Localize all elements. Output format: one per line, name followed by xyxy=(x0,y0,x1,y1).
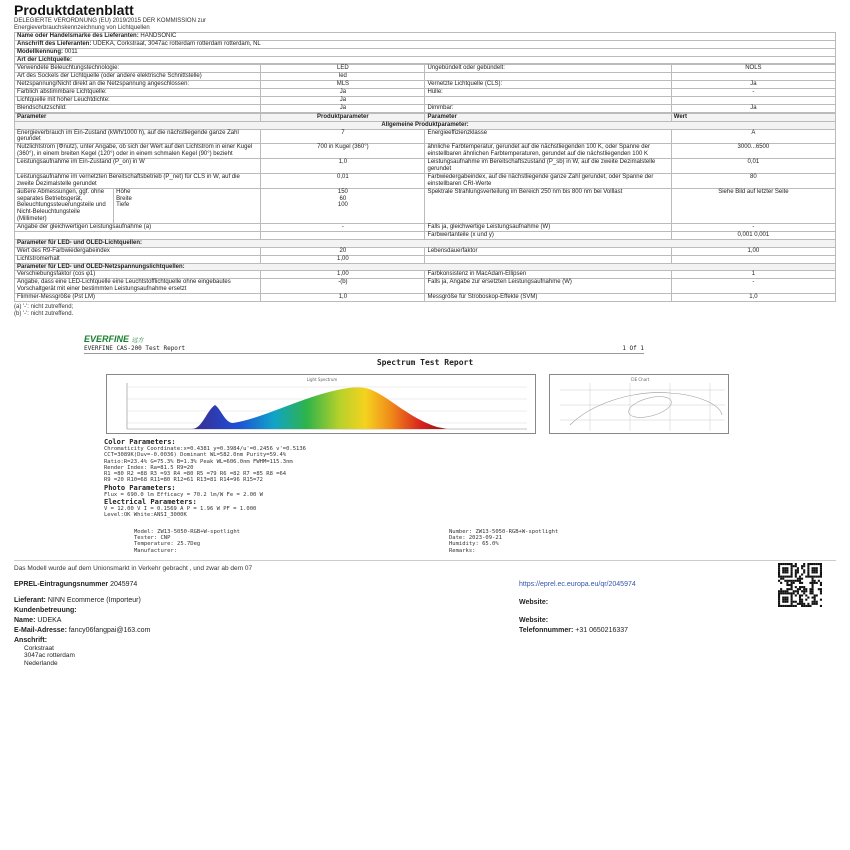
spectrum-test-report xyxy=(14,324,836,554)
info-row xyxy=(15,48,836,56)
netz-label: Farbkonsistenz in MacAdam-Ellipsen xyxy=(425,271,671,279)
info-value: 0011 xyxy=(64,48,78,55)
spectrum-title: Light Spectrum xyxy=(306,376,338,382)
more-row xyxy=(15,232,836,240)
color-param-line: R1 =80 R2 =88 R3 =93 R4 =80 R5 =79 R6 =82 R7 =85 R8 =64 xyxy=(104,471,287,478)
type-label: Farblich abstimmbare Lichtquelle: xyxy=(15,89,261,97)
more-label: Falls ja, gleichwertige Leistungsaufnahme (W) xyxy=(425,224,671,232)
type-value: Ja xyxy=(261,97,425,105)
led-value: 1,00 xyxy=(261,255,425,263)
section-title: Produktparameter xyxy=(261,113,425,121)
more-value xyxy=(261,232,425,240)
netz-value: 1,0 xyxy=(671,294,835,302)
elec-param-line: Level:OK White:ANSI_3000K xyxy=(104,512,187,519)
led-value xyxy=(671,255,835,263)
type-row xyxy=(15,65,836,73)
led-row xyxy=(15,255,836,263)
led-section-title: Parameter für LED- und OLED-Lichtquellen: xyxy=(15,239,836,247)
type-value xyxy=(671,73,835,81)
address-line: Nederlande xyxy=(24,659,58,667)
more-row xyxy=(15,224,836,232)
col-param-header-2: Parameter xyxy=(425,113,671,121)
address-key: Anschrift: xyxy=(14,636,48,644)
dims-sub-list xyxy=(113,189,260,223)
photo-params-line: Flux = 690.0 lm Efficacy = 70.2 lm/W Fe = 2.00 W xyxy=(104,491,263,498)
type-label: Lichtquelle mit hoher Leuchtdichte: xyxy=(15,97,261,105)
model-info-line: Manufacturer: xyxy=(134,547,178,554)
address-lines xyxy=(14,645,75,667)
param-row xyxy=(15,144,836,159)
more-label: Farbwertanteile (x und y) xyxy=(425,232,671,240)
netz-row xyxy=(15,271,836,279)
footnote-a: (a) '-': nicht zutreffend; xyxy=(14,304,74,311)
logo-text: EVERFINE xyxy=(84,333,130,344)
spectrum-svg xyxy=(107,375,537,435)
info-key: Name oder Handelsmarke des Lieferanten: xyxy=(17,32,139,39)
eprel-value: 2045974 xyxy=(110,580,138,588)
netz-value: 1,0 xyxy=(261,294,425,302)
footnote-b: (b) '-': nicht zutreffend. xyxy=(14,310,74,317)
color-params-lines xyxy=(104,446,804,484)
color-param-line: Ratio:R=23.4% G=75.3% B=1.3% Peak WL=606.0nm FWHM=115.3nm xyxy=(104,458,293,465)
report-header xyxy=(84,346,644,354)
param-value: 700 in Kugel (360°) xyxy=(261,144,425,159)
report-parameters xyxy=(104,438,804,519)
market-intro: Das Modell wurde auf dem Unionsmarkt in Verkehr gebracht , und zwar ab dem 07 xyxy=(14,564,253,572)
netz-label: Messgröße für Stroboskop-Effekte (SVM) xyxy=(425,294,671,302)
param-value: 0,01 xyxy=(671,159,835,174)
type-label: Verwendete Beleuchtungstechnologie: xyxy=(15,65,261,73)
col-wert-header: Wert xyxy=(671,113,835,121)
led-label: Lebensdauerfaktor xyxy=(425,247,671,255)
supplier-info-table xyxy=(14,32,836,65)
netz-label: Verschiebungsfaktor (cos φ1) xyxy=(15,271,261,279)
email-key: E-Mail-Adresse: xyxy=(14,626,67,634)
param-value: 80 xyxy=(671,173,835,188)
type-value xyxy=(671,97,835,105)
customer-service-key: Kundenbetreuung: xyxy=(14,606,77,614)
name-value: UDEKA xyxy=(37,616,62,624)
netz-value: - xyxy=(671,279,835,294)
info-row xyxy=(15,40,836,48)
type-value: Ja xyxy=(261,104,425,112)
regulation-line-2: Energieverbrauchskennzeichnung von Lichtquellen xyxy=(14,24,150,31)
dim-value: 150 xyxy=(337,188,348,195)
product-parameter-table xyxy=(14,113,836,302)
info-value: HANDSONIC xyxy=(140,32,177,39)
spectrum-curve xyxy=(192,387,447,429)
qr-code-icon[interactable] xyxy=(778,563,822,607)
col-param-header: Parameter xyxy=(15,113,261,121)
type-row xyxy=(15,89,836,97)
param-label: Leistungsaufnahme im Ein-Zustand (P_on) in W xyxy=(15,159,261,174)
cie-grid xyxy=(560,383,725,431)
phone-key: Telefonnummer: xyxy=(519,626,574,634)
type-value: Ja xyxy=(261,89,425,97)
model-info-line: Temperature: 25.7Deg xyxy=(134,541,201,548)
color-param-line: R9 =20 R10=68 R11=80 R12=61 R13=81 R14=96 R15=72 xyxy=(104,477,263,484)
dims-label-text: äußere Abmessungen, ggf. ohne separates Betriebsgerät, Beleuchtungssteuerungsteile und Nicht-Beleuchtungsteile (Millimeter) xyxy=(17,188,106,223)
supplier-key: Lieferant: xyxy=(14,596,46,604)
info-row xyxy=(15,56,836,64)
netz-value: 1 xyxy=(671,271,835,279)
report-model-info xyxy=(134,529,734,554)
color-params-title: Color Parameters: xyxy=(104,437,176,446)
phone-row xyxy=(519,627,628,635)
dims-label xyxy=(15,188,261,223)
type-label xyxy=(425,97,671,105)
led-label: Wert des R9-Farbwiedergabeindex xyxy=(15,247,261,255)
type-label: Hülle: xyxy=(425,89,671,97)
regulation-line-1: DELEGIERTE VERORDNUNG (EU) 2019/2015 DER KOMMISSION zur xyxy=(14,18,206,25)
report-page: 1 Of 1 xyxy=(622,344,644,352)
info-row xyxy=(15,32,836,40)
everfine-logo xyxy=(84,334,144,345)
led-label: Lichtstromerhalt xyxy=(15,255,261,263)
param-label: Energieverbrauch im Ein-Zustand (kWh/1000 h), auf die nächstliegende ganze Zahl gerundet xyxy=(15,129,261,144)
name-row xyxy=(14,617,61,625)
address-line: 3047ac rotterdam xyxy=(24,652,75,660)
cie-svg xyxy=(550,375,730,435)
param-value: 3000...6500 xyxy=(671,144,835,159)
netz-row xyxy=(15,294,836,302)
netz-section-title: Parameter für LED- und OLED-Netzspannungslichtquellen: xyxy=(15,263,836,271)
info-value: UDEKA, Corkstraat, 3047ac rotterdam rotterdam rotterdam, NL xyxy=(93,40,261,47)
dim-label: Breite xyxy=(116,195,132,202)
general-params-title: Allgemeine Produktparameter: xyxy=(15,121,836,129)
led-label xyxy=(425,255,671,263)
website-row-1 xyxy=(519,599,548,607)
type-value: - xyxy=(671,89,835,97)
elec-params-lines xyxy=(104,506,804,519)
type-value: MLS xyxy=(261,81,425,89)
model-info-line: Humidity: 65.0% xyxy=(449,541,499,548)
color-param-line: Chromaticity Coordinate:x=0.4381 y=0.3984/u'=0.2456 v'=0.5136 xyxy=(104,445,306,452)
info-cell xyxy=(15,48,836,56)
type-label xyxy=(425,73,671,81)
email-row xyxy=(14,627,150,635)
type-value: NOLS xyxy=(671,65,835,73)
cie-chart xyxy=(549,374,729,434)
netz-value: -(b) xyxy=(261,279,425,294)
logo-sub: 远方 xyxy=(131,337,144,344)
type-value: LED xyxy=(261,65,425,73)
report-title: Spectrum Test Report xyxy=(376,357,474,367)
info-cell xyxy=(15,56,836,64)
netz-row xyxy=(15,279,836,294)
dim-value: 100 xyxy=(337,202,348,209)
led-value: 20 xyxy=(261,247,425,255)
netz-value: 1,00 xyxy=(261,271,425,279)
param-label: Leistungsaufnahme im Bereitschaftszustand (P_sb) in W, auf die zweite Dezimalstelle gerundet xyxy=(425,159,671,174)
type-row xyxy=(15,104,836,112)
type-label: Vernetzte Lichtquelle (CLS): xyxy=(425,81,671,89)
param-label: Leistungsaufnahme im vernetzten Bereitschaftsbetrieb (P_net) für CLS in W, auf die zweite Dezimalstelle gerundet xyxy=(15,173,261,188)
model-right xyxy=(449,529,734,554)
spectrum-chart xyxy=(106,374,536,434)
netz-label: Flimmer-Messgröße (Pst LM) xyxy=(15,294,261,302)
elec-param-line: V = 12.00 V I = 0.1569 A P = 1.96 W PF = 1.000 xyxy=(104,506,257,513)
customer-service-row xyxy=(14,607,77,615)
type-row xyxy=(15,97,836,105)
spectrum-value: Siehe Bild auf letzter Seite xyxy=(671,188,835,223)
eprel-key: EPREL-Eintragungsnummer xyxy=(14,580,109,588)
more-label xyxy=(15,232,261,240)
type-label: Art des Sockels der Lichtquelle (oder andere elektrische Schnittstelle) xyxy=(15,73,261,81)
param-label: Energieeffizienzklasse xyxy=(425,129,671,144)
dim-label: Tiefe xyxy=(116,202,130,209)
type-label: Netzspannung/Nicht direkt an die Netzspannung angeschlossen: xyxy=(15,81,261,89)
email-value[interactable]: fancy06fangpai@163.com xyxy=(68,626,151,634)
info-cell xyxy=(15,40,836,48)
dims-values xyxy=(261,188,425,223)
param-value: 7 xyxy=(261,129,425,144)
param-row xyxy=(15,159,836,174)
led-value: 1,00 xyxy=(671,247,835,255)
photo-params-title: Photo Parameters: xyxy=(104,483,176,492)
type-label: Dimmbar: xyxy=(425,104,671,112)
address-line: Corkstraat xyxy=(24,644,54,652)
spectrum-label: Spektrale Strahlungsverteilung im Bereich 250 nm bis 800 nm bei Volllast xyxy=(425,188,671,223)
more-value: - xyxy=(261,224,425,232)
model-info-line: Date: 2023-09-21 xyxy=(449,535,502,542)
param-value: A xyxy=(671,129,835,144)
report-header-left: EVERFINE CAS-200 Test Report xyxy=(84,344,186,352)
website-key-1: Website: xyxy=(519,598,549,606)
cie-title: CIE Chart xyxy=(630,376,650,382)
model-left xyxy=(134,529,419,554)
eprel-row xyxy=(14,581,137,589)
info-key: Modellkennung: xyxy=(17,48,63,55)
info-cell xyxy=(15,32,836,40)
param-value: 1,0 xyxy=(261,159,425,174)
name-key: Name: xyxy=(14,616,36,624)
param-label: Nutzlichtstrom (Φnutz), unter Angabe, ob sich der Wert auf den Lichtstrom in einer Kugel (360°), in einem breiten Kegel (120°) oder in einem schmalen Kegel (90°) bezieht xyxy=(15,144,261,159)
netz-label: Falls ja, Angabe zur ersetzten Leistungsaufnahme (W) xyxy=(425,279,671,294)
color-param-line: CCT=3089K(Duv=-0.0036) Dominant WL=582.0nm Purity=59.4% xyxy=(104,452,287,459)
led-row xyxy=(15,247,836,255)
elec-params-title: Electrical Parameters: xyxy=(104,498,197,507)
macadam-ellipse xyxy=(626,392,673,421)
type-label: Blendschutzschild: xyxy=(15,104,261,112)
model-info-line: Tester: CNP xyxy=(134,535,171,542)
type-value: Ja xyxy=(671,104,835,112)
param-row xyxy=(15,129,836,144)
color-param-line: Render Index: Ra=81.5 R9=20 xyxy=(104,464,194,471)
type-label: Ungebündelt oder gebündelt: xyxy=(425,65,671,73)
type-value: Ja xyxy=(671,81,835,89)
more-value: - xyxy=(671,224,835,232)
page-title: Produktdatenblatt xyxy=(14,2,134,18)
type-row xyxy=(15,73,836,81)
param-label: ähnliche Farbtemperatur, gerundet auf die nächstliegenden 100 K, oder Spanne der einstellbaren ähnlichen Farbtemperaturen, gerundet auf die nächstliegenden 100 K xyxy=(425,144,671,159)
model-info-line: Remarks: xyxy=(449,547,476,554)
model-info-line: Model: ZW13-5050-RGB+W-spotlight xyxy=(134,528,240,535)
supplier-value: NINN Ecommerce (Importeur) xyxy=(47,596,141,604)
dim-label: Höhe xyxy=(116,188,131,195)
website-row-2 xyxy=(519,617,548,625)
info-key: Anschrift des Lieferanten: xyxy=(17,40,92,47)
type-value: led xyxy=(261,73,425,81)
param-row xyxy=(15,173,836,188)
website-key-2: Website: xyxy=(519,616,549,624)
more-value: 0,001 0,001 xyxy=(671,232,835,240)
param-label: Farbwiedergabeindex, auf die nächstliegende ganze Zahl gerundet, oder Spanne der einstellbaren CRI-Werte xyxy=(425,173,671,188)
supplier-row xyxy=(14,597,141,605)
eprel-section xyxy=(14,561,836,671)
address-row xyxy=(14,637,75,667)
more-label: Angabe der gleichwertigen Leistungsaufnahme (a) xyxy=(15,224,261,232)
footnotes xyxy=(14,302,836,320)
model-info-line: Number: ZW13-5050-RGB+W-spotlight xyxy=(449,528,559,535)
netz-label: Angabe, dass eine LED-Lichtquelle eine Leuchtstofflichtquelle ohne eingebautes Vorschaltgerät mit einer bestimmten Leistungsaufnahme ersetzt xyxy=(15,279,261,294)
param-value: 0,01 xyxy=(261,173,425,188)
eprel-link[interactable]: https://eprel.ec.europa.eu/qr/2045974 xyxy=(519,580,636,588)
phone-value: +31 0650216337 xyxy=(575,626,629,634)
info-key: Art der Lichtquelle: xyxy=(17,56,73,63)
dim-value: 60 xyxy=(339,195,347,202)
light-source-type-table xyxy=(14,64,836,112)
type-row xyxy=(15,81,836,89)
